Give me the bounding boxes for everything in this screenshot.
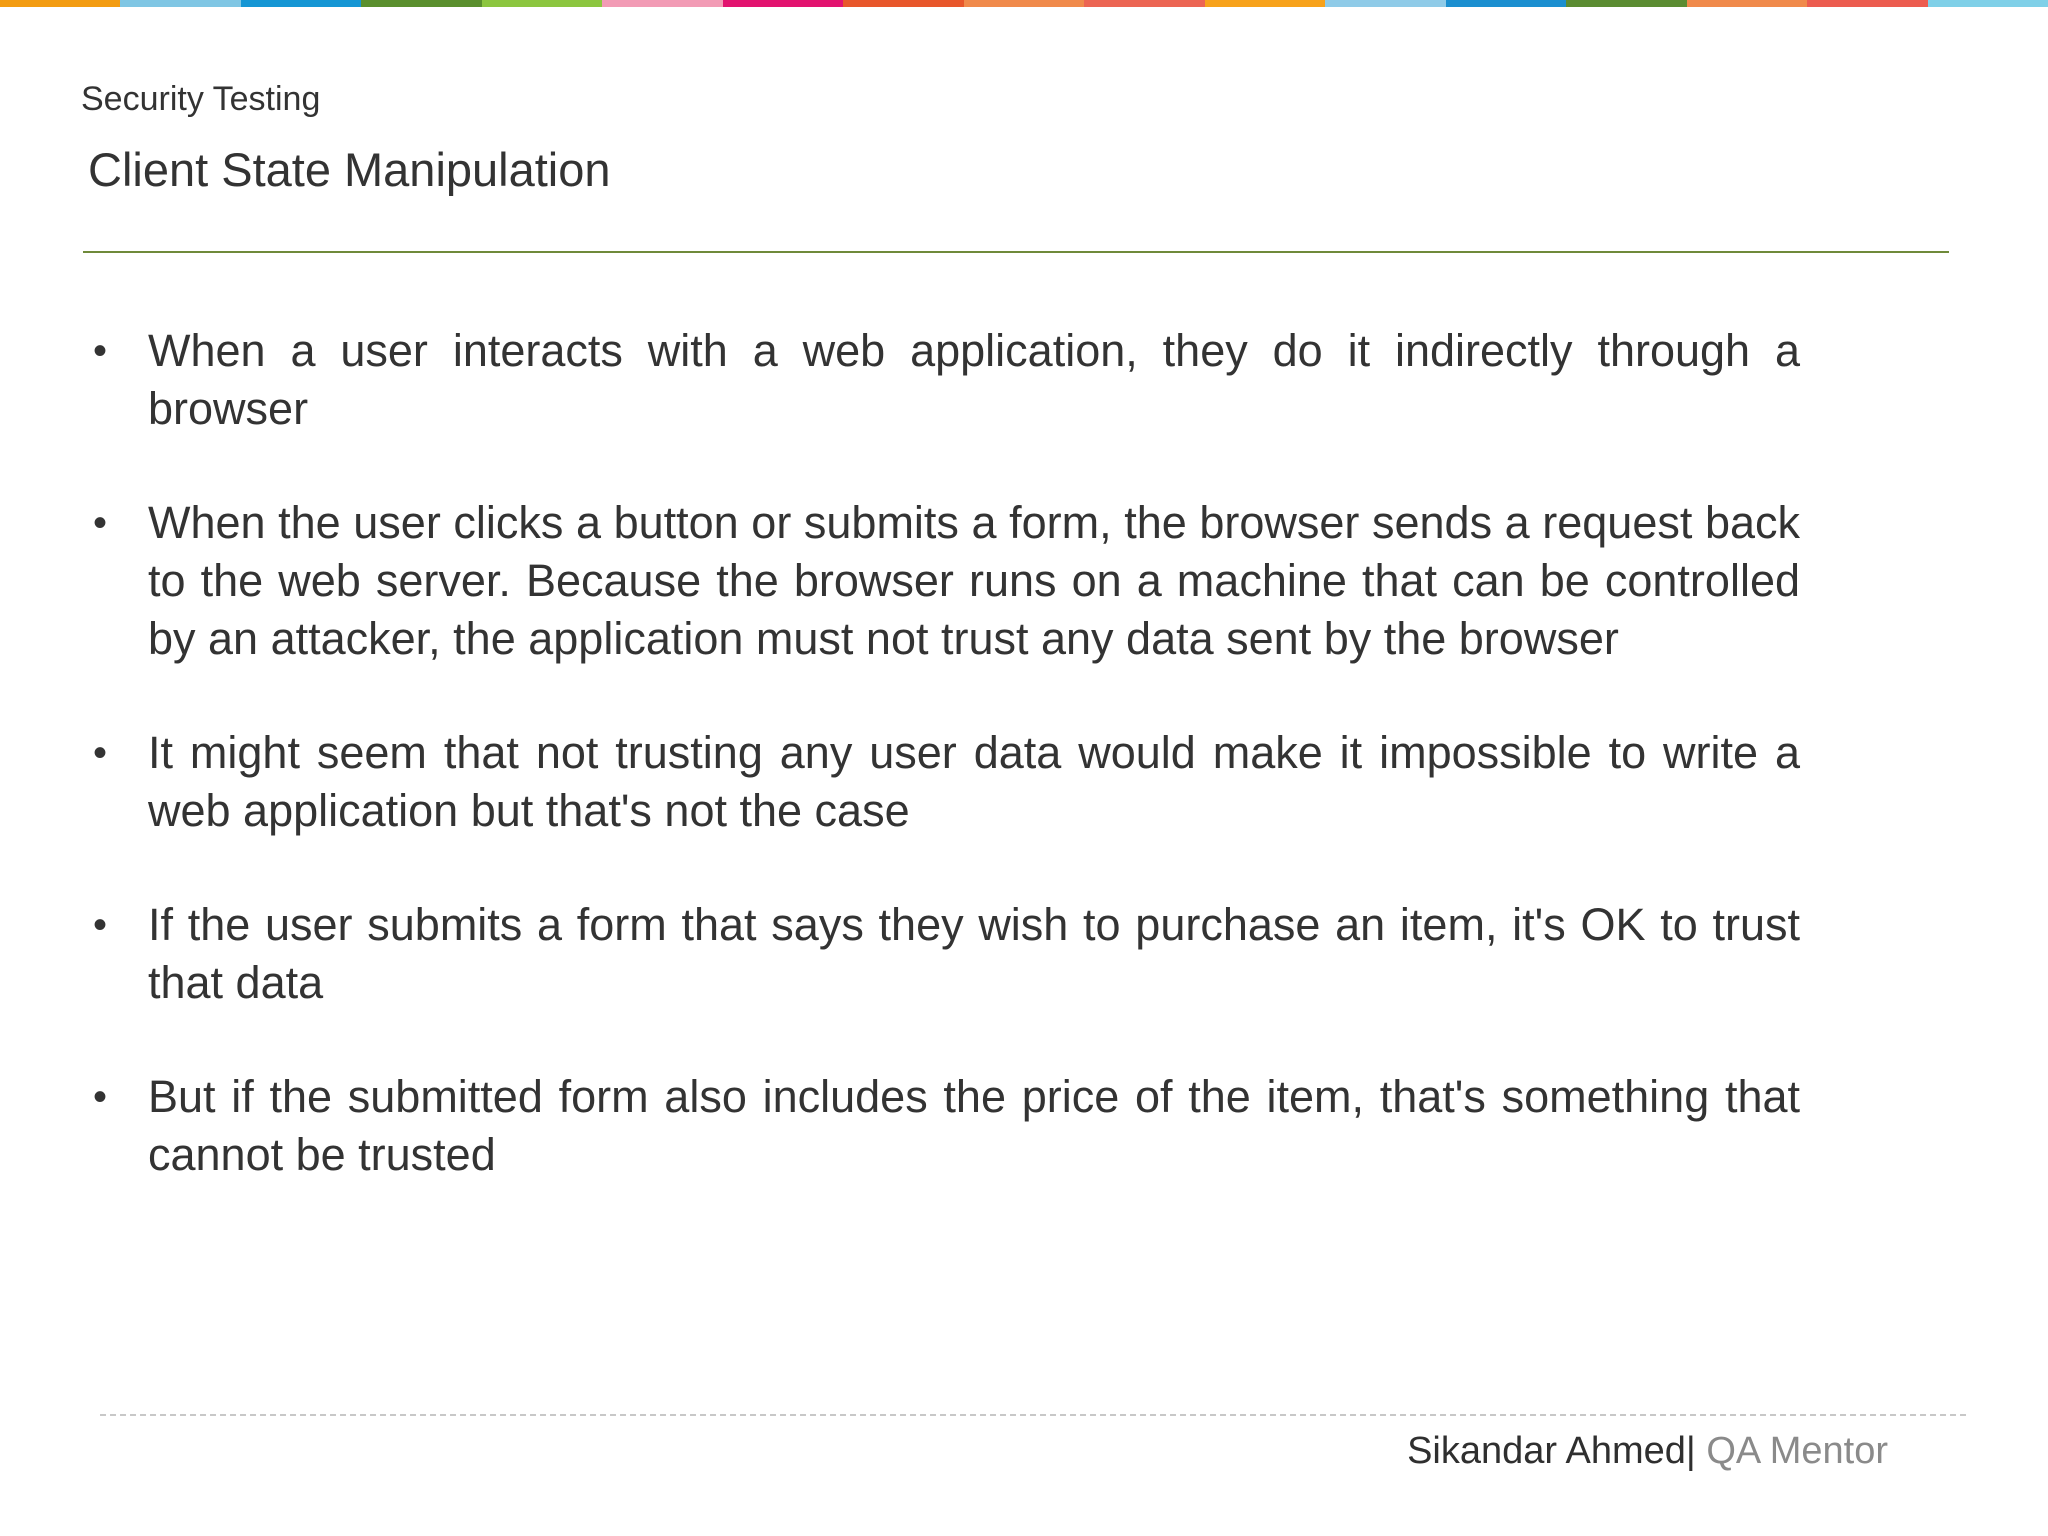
color-strip-segment — [1807, 0, 1927, 7]
slide-title: Client State Manipulation — [88, 143, 611, 196]
title-divider — [83, 251, 1949, 253]
color-strip-segment — [482, 0, 602, 7]
bullet-item — [88, 322, 1800, 438]
color-strip-segment — [964, 0, 1084, 7]
color-strip-segment — [0, 0, 120, 7]
bullet-text: But if the submitted form also includes the price of the item, that's something that cannot be trusted — [148, 1071, 1800, 1180]
bullet-list — [88, 322, 1800, 1240]
bullet-item — [88, 494, 1800, 668]
color-strip-segment — [602, 0, 722, 7]
footer-separator: | — [1685, 1430, 1696, 1472]
footer-company: QA Mentor — [1695, 1430, 1888, 1472]
color-strip-segment — [1205, 0, 1325, 7]
color-strip-segment — [120, 0, 240, 7]
color-strip-segment — [1928, 0, 2048, 7]
top-color-strip — [0, 0, 2048, 7]
footer-credit — [1407, 1430, 1888, 1473]
bullet-dot-icon: • — [93, 731, 108, 775]
color-strip-segment — [1446, 0, 1566, 7]
color-strip-segment — [361, 0, 481, 7]
bullet-item — [88, 724, 1800, 840]
color-strip-segment — [843, 0, 963, 7]
color-strip-segment — [723, 0, 843, 7]
bullet-item — [88, 1068, 1800, 1184]
bullet-item — [88, 896, 1800, 1012]
bullet-dot-icon: • — [93, 501, 108, 545]
bullet-dot-icon: • — [93, 329, 108, 373]
bullet-text: It might seem that not trusting any user data would make it impossible to write a web application but that's not the case — [148, 727, 1800, 836]
color-strip-segment — [1325, 0, 1445, 7]
color-strip-segment — [241, 0, 361, 7]
bullet-text: If the user submits a form that says they wish to purchase an item, it's OK to trust that data — [148, 899, 1800, 1008]
color-strip-segment — [1084, 0, 1204, 7]
bullet-text: When a user interacts with a web application, they do it indirectly through a browser — [148, 325, 1800, 434]
footer-author: Sikandar Ahmed — [1407, 1430, 1686, 1472]
bullet-dot-icon: • — [93, 903, 108, 947]
bullet-text: When the user clicks a button or submits a form, the browser sends a request back to the web server. Because the browser runs on a machine that can be controlled by an attacker, the application must not trust any data sent by the browser — [148, 497, 1800, 664]
color-strip-segment — [1566, 0, 1686, 7]
footer-divider — [100, 1414, 1966, 1416]
section-label: Security Testing — [81, 80, 321, 118]
color-strip-segment — [1687, 0, 1807, 7]
bullet-dot-icon: • — [93, 1075, 108, 1119]
